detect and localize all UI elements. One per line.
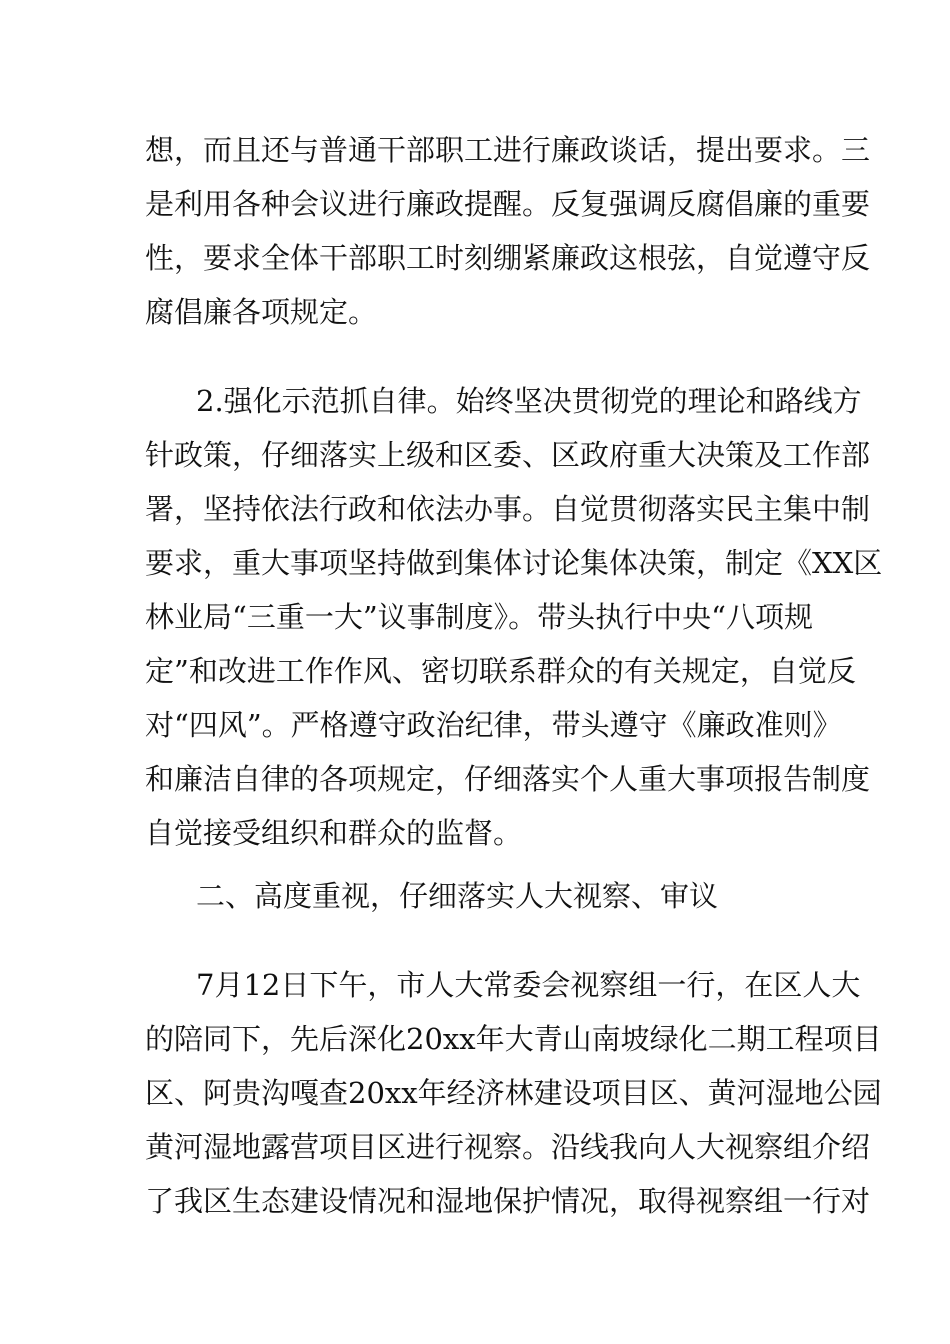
paragraph-line: 对“四风”。严格遵守政治纪律，带头遵守《廉政准则》 (145, 708, 842, 742)
paragraph-line: 想，而且还与普通干部职工进行廉政谈话，提出要求。三 (145, 133, 871, 167)
paragraph-line: 自觉接受组织和群众的监督。 (145, 816, 523, 850)
paragraph-line: 区、阿贵沟嘎查20xx年经济林建设项目区、黄河湿地公园 (145, 1076, 882, 1110)
paragraph-line: 针政策，仔细落实上级和区委、区政府重大决策及工作部 (145, 438, 871, 472)
paragraph-line: 定”和改进工作作风、密切联系群众的有关规定，自觉反 (145, 654, 856, 688)
paragraph-line: 林业局“三重一大”议事制度》。带头执行中央“八项规 (145, 600, 813, 634)
paragraph-line: 署，坚持依法行政和依法办事。自觉贯彻落实民主集中制 (145, 492, 871, 526)
paragraph-line: 的陪同下，先后深化20xx年大青山南坡绿化二期工程项目 (145, 1022, 882, 1056)
paragraph-line: 性，要求全体干部职工时刻绷紧廉政这根弦，自觉遵守反 (145, 241, 871, 275)
paragraph-line: 2.强化示范抓自律。始终坚决贯彻党的理论和路线方 (196, 384, 862, 418)
paragraph-line: 腐倡廉各项规定。 (145, 295, 378, 329)
paragraph-line: 和廉洁自律的各项规定，仔细落实个人重大事项报告制度 (145, 762, 871, 796)
paragraph-line: 7月12日下午，市人大常委会视察组一行，在区人大 (196, 968, 861, 1002)
paragraph-line: 要求，重大事项坚持做到集体讨论集体决策，制定《XX区 (145, 546, 883, 580)
paragraph-line: 是利用各种会议进行廉政提醒。反复强调反腐倡廉的重要 (145, 187, 871, 221)
section-heading: 二、高度重视，仔细落实人大视察、审议 (196, 879, 719, 913)
paragraph-line: 了我区生态建设情况和湿地保护情况，取得视察组一行对 (145, 1184, 871, 1218)
paragraph-line: 黄河湿地露营项目区进行视察。沿线我向人大视察组介绍 (145, 1130, 871, 1164)
